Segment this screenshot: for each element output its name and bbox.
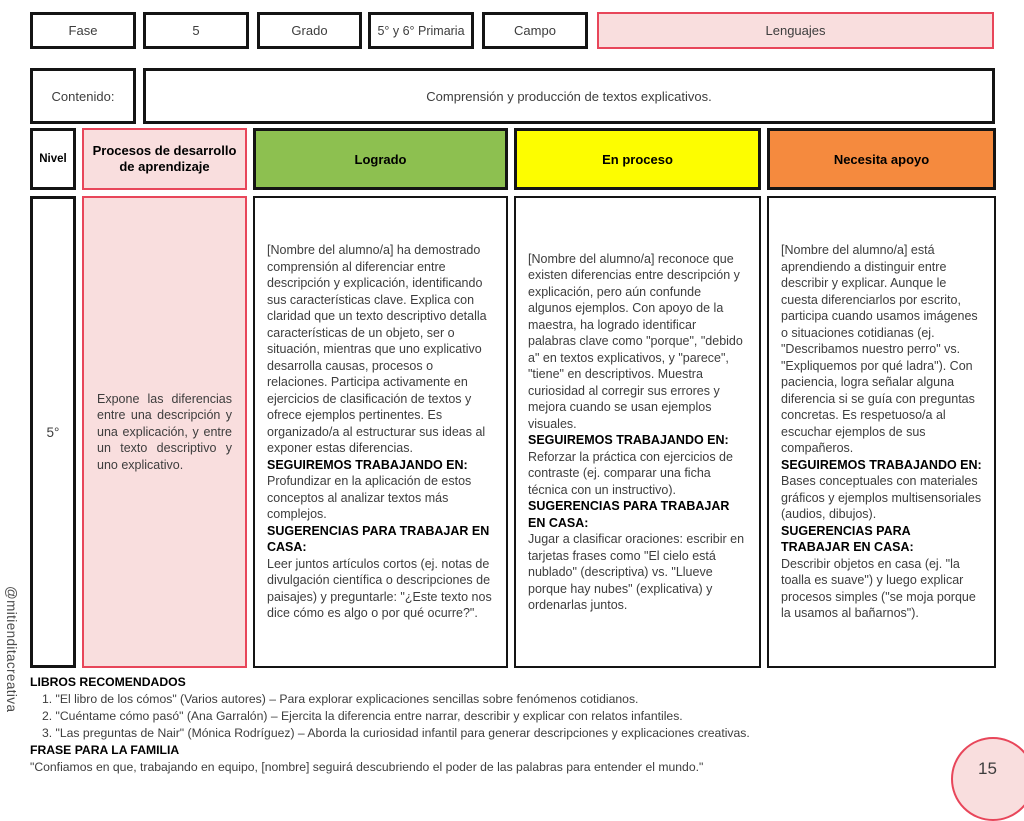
- cell-subheading: SEGUIREMOS TRABAJANDO EN:: [781, 457, 982, 472]
- cell-paragraph: Bases conceptuales con materiales gráficos y ejemplos multisensoriales (audios, dibujos).: [781, 474, 982, 522]
- cell-paragraph: Jugar a clasificar oraciones: escribir en tarjetas frases como "El cielo está nublado" (descriptiva) vs. "Llueve porque hay nubes" (explicativa) y ordenarlas juntos.: [528, 532, 745, 612]
- contenido-label: Contenido:: [30, 68, 136, 124]
- meta-field-grado-label: Grado: [257, 12, 362, 49]
- cell-necesita-apoyo-text: [781, 242, 982, 622]
- header-procesos: Procesos de desarrollo de aprendizaje: [82, 128, 247, 190]
- cell-en-proceso-text: [528, 251, 747, 614]
- page-number: 15: [978, 759, 997, 778]
- meta-field-fase-label: Fase: [30, 12, 136, 49]
- page-number-badge: [951, 737, 1024, 821]
- books-list: [30, 691, 980, 742]
- cell-subheading: SUGERENCIAS PARA TRABAJAR EN CASA:: [528, 499, 730, 530]
- meta-field-campo-label: Campo: [482, 12, 588, 49]
- cell-subheading: SEGUIREMOS TRABAJANDO EN:: [267, 457, 468, 472]
- book-item: 1. "El libro de los cómos" (Varios autores) – Para explorar explicaciones sencillas sobre fenómenos cotidianos.: [42, 692, 639, 706]
- meta-field-campo-value: Lenguajes: [597, 12, 994, 49]
- family-quote: "Confiamos en que, trabajando en equipo, [nombre] seguirá descubriendo el poder de las palabras para entender el mundo.": [30, 760, 704, 774]
- cell-paragraph: [Nombre del alumno/a] reconoce que existen diferencias entre descripción y explicación, pero aún confunde algunos ejemplos. Con apoyo de la maestra, ha logrado identificar palabras clave como "porque", "debido a" en textos explicativos, y "parece", "tiene" en descriptivos. Muestra curiosidad al corregir sus errores y mejora cuando se usan ejemplos visuales.: [528, 251, 743, 431]
- cell-paragraph: Reforzar la práctica con ejercicios de contraste (ej. comparar una ficha técnica con un instructivo).: [528, 449, 733, 497]
- cell-paragraph: Leer juntos artículos cortos (ej. notas de divulgación científica o descripciones de paisajes) y preguntarle: "¿Este texto nos dice cómo es algo o por qué ocurre?".: [267, 556, 492, 621]
- footer-section: [30, 674, 980, 776]
- header-en-proceso: En proceso: [514, 128, 761, 190]
- cell-subheading: SUGERENCIAS PARA TRABAJAR EN CASA:: [781, 523, 914, 555]
- cell-procesos-text: Expone las diferencias entre una descripción y una explicación, y entre un texto descriptivo y uno explicativo.: [97, 391, 232, 472]
- cell-paragraph: [Nombre del alumno/a] ha demostrado comprensión al diferenciar entre descripción y explicación, identificando sus características clave. Explica con claridad que un texto descriptivo detalla características de un objeto, ser o situación, mientras que uno explicativo desarrolla causas, procesos o relaciones. Participa activamente en ejercicios de clasificación de textos y ofrece ejemplos pertinentes. Es organizado/a al estructurar sus ideas al exponer estas diferencias.: [267, 243, 487, 456]
- cell-en-proceso: [514, 196, 761, 668]
- contenido-value: Comprensión y producción de textos explicativos.: [143, 68, 995, 124]
- cell-necesita-apoyo: [767, 196, 996, 668]
- header-nivel: Nivel: [30, 128, 76, 190]
- watermark-handle: @mitienditacreativa: [4, 586, 19, 713]
- cell-paragraph: [Nombre del alumno/a] está aprendiendo a distinguir entre describir y explicar. Aunque le cuesta diferenciarlos por escrito, participa cuando usamos imágenes o situaciones cotidianas (ej. "Describamos nuestro perro" vs. "Expliquemos por qué ladra"). Con paciencia, logra señalar alguna diferencia si se guía con preguntas concretas. Es respetuoso/a al escuchar ejemplos de sus compañeros.: [781, 243, 978, 456]
- cell-paragraph: Profundizar en la aplicación de estos conceptos al analizar textos más complejos.: [267, 474, 472, 522]
- cell-subheading: SUGERENCIAS PARA TRABAJAR EN CASA:: [267, 523, 490, 555]
- meta-field-fase-value: 5: [143, 12, 249, 49]
- header-necesita-apoyo: Necesita apoyo: [767, 128, 996, 190]
- cell-procesos: [82, 196, 247, 668]
- cell-logrado-text: [267, 242, 494, 622]
- cell-logrado: [253, 196, 508, 668]
- books-title: LIBROS RECOMENDADOS: [30, 675, 186, 689]
- meta-field-grado-value: 5° y 6° Primaria: [368, 12, 474, 49]
- header-logrado: Logrado: [253, 128, 508, 190]
- cell-nivel: 5°: [30, 196, 76, 668]
- family-title: FRASE PARA LA FAMILIA: [30, 743, 180, 757]
- cell-paragraph: Describir objetos en casa (ej. "la toalla es suave") y luego explicar procesos simples ("se moja porque la usamos al bañarnos").: [781, 556, 976, 621]
- book-item: 2. "Cuéntame cómo pasó" (Ana Garralón) – Ejercita la diferencia entre narrar, describir y explicar con relatos infantiles.: [42, 709, 683, 723]
- cell-subheading: SEGUIREMOS TRABAJANDO EN:: [528, 433, 729, 447]
- book-item: 3. "Las preguntas de Nair" (Mónica Rodríguez) – Aborda la curiosidad infantil para generar descripciones y explicaciones creativas.: [42, 726, 750, 740]
